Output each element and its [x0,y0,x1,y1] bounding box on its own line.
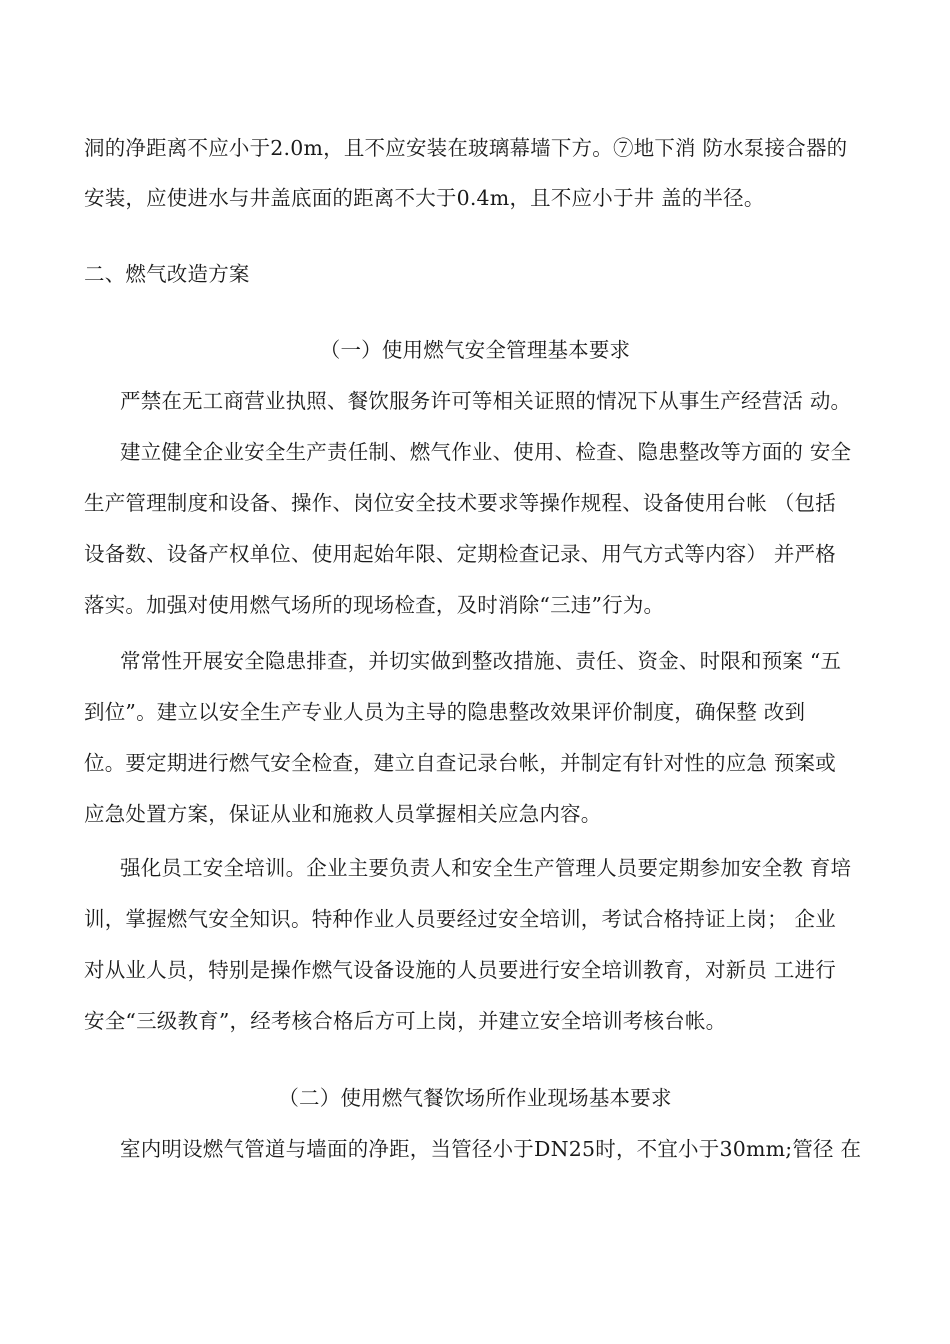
paragraph-line: 安全“三级教育”，经考核合格后方可上岗，并建立安全培训考核台帐。 [84,1009,727,1033]
paragraph-line: 严禁在无工商营业执照、餐饮服务许可等相关证照的情况下从事生产经营活 动。 [120,389,852,413]
paragraph-line: 落实。加强对使用燃气场所的现场检查，及时消除“三违”行为。 [84,593,665,617]
paragraph-line: 应急处置方案，保证从业和施救人员掌握相关应急内容。 [84,802,602,826]
body-text-line: 安装，应使进水与井盖底面的距离不大于0.4m，且不应小于井 盖的半径。 [84,186,765,210]
paragraph-line: 室内明设燃气管道与墙面的净距，当管径小于DN25时，不宜小于30mm;管径 在 [120,1137,862,1161]
paragraph-line: 设备数、设备产权单位、使用起始年限、定期检查记录、用气方式等内容） 并严格 [84,542,836,566]
paragraph-line: 常常性开展安全隐患排查，并切实做到整改措施、责任、资金、时限和预案 “五 [120,649,842,673]
paragraph-line: 位。要定期进行燃气安全检查，建立自查记录台帐，并制定有针对性的应急 预案或 [84,751,836,775]
paragraph-line: 对从业人员，特别是操作燃气设备设施的人员要进行安全培训教育，对新员 工进行 [84,958,836,982]
body-text-line: 洞的净距离不应小于2.0m，且不应安装在玻璃幕墙下方。⑦地下消 防水泵接合器的 [84,136,848,160]
subsection-title: （一）使用燃气安全管理基本要求 [319,338,631,362]
paragraph-line: 生产管理制度和设备、操作、岗位安全技术要求等操作规程、设备使用台帐 （包括 [84,491,836,515]
paragraph-line: 建立健全企业安全生产责任制、燃气作业、使用、检查、隐患整改等方面的 安全 [120,440,852,464]
paragraph-line: 到位”。建立以安全生产专业人员为主导的隐患整改效果评价制度，确保整 改到 [84,700,806,724]
paragraph-line: 强化员工安全培训。企业主要负责人和安全生产管理人员要定期参加安全教 育培 [120,856,852,880]
paragraph-line: 训，掌握燃气安全知识。特种作业人员要经过安全培训，考试合格持证上岗； 企业 [84,907,836,931]
subsection-title: （二）使用燃气餐饮场所作业现场基本要求 [278,1086,672,1110]
section-heading: 二、燃气改造方案 [84,262,250,286]
